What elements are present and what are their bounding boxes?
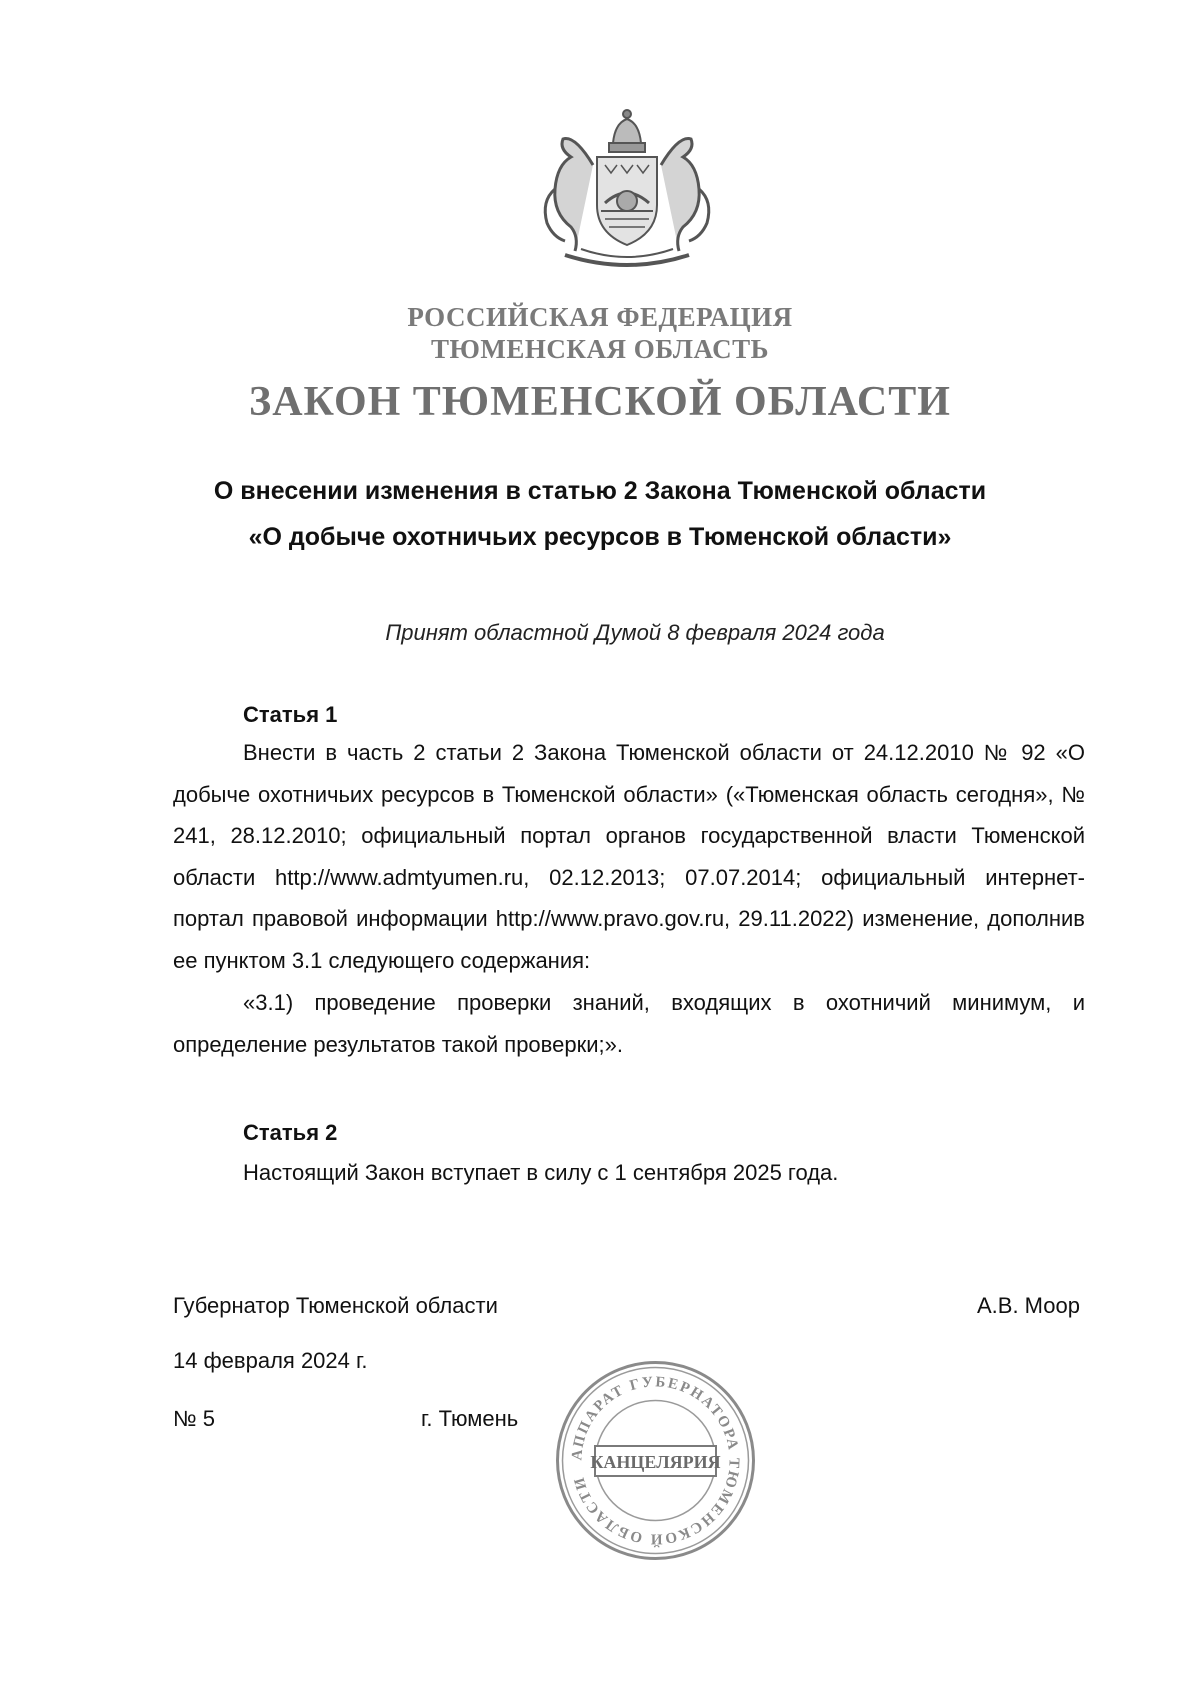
office-seal-stamp <box>553 1358 758 1563</box>
adoption-note: Принят областной Думой 8 февраля 2024 года <box>385 620 885 645</box>
law-number: № 5 <box>173 1406 215 1431</box>
coat-of-arms-icon <box>535 105 720 275</box>
region-heading: ТЮМЕНСКАЯ ОБЛАСТЬ <box>430 334 770 364</box>
stamp-center-text: КАНЦЕЛЯРИЯ <box>590 1452 721 1472</box>
document-type-heading: ЗАКОН ТЮМЕНСКОЙ ОБЛАСТИ <box>249 379 951 425</box>
article-1-text: Внести в часть 2 статьи 2 Закона Тюменской области от 24.12.2010 № 92 «О добыче охотничьих ресурсов в Тюменской области» («Тюменская область сегодня», № 241, 28.12.2010; официальный портал органов государственной власти Тюменской области http://www.admtyumen.ru, 02.12.2013; 07.07.2014; официальный интернет-портал правовой информации http://www.pravo.gov.ru, 29.11.2022) изменение, дополнив ее пунктом 3.1 следующего содержания: <box>173 740 1085 973</box>
article-2-text: Настоящий Закон вступает в силу с 1 сентября 2025 года. <box>243 1160 839 1185</box>
law-title <box>0 468 1200 560</box>
signing-city: г. Тюмень <box>421 1406 519 1431</box>
law-title-line-1: О внесении изменения в статью 2 Закона Тюменской области <box>213 477 987 505</box>
signatory-name: А.В. Моор <box>977 1293 1080 1318</box>
article-1-heading: Статья 1 <box>243 702 338 727</box>
country-heading: РОССИЙСКАЯ ФЕДЕРАЦИЯ <box>407 302 793 332</box>
article-2-heading: Статья 2 <box>243 1120 338 1145</box>
law-title-line-2: «О добыче охотничьих ресурсов в Тюменской области» <box>248 523 952 551</box>
signing-date: 14 февраля 2024 г. <box>173 1348 368 1373</box>
article-1-quote: «3.1) проведение проверки знаний, входящих в охотничий минимум, и определение результатов такой проверки;». <box>173 990 1085 1057</box>
signatory-position: Губернатор Тюменской области <box>173 1293 498 1318</box>
stamp-ring-text: АППАРАТ ГУБЕРНАТОРА ТЮМЕНСКОЙ ОБЛАСТИ <box>569 1374 742 1547</box>
